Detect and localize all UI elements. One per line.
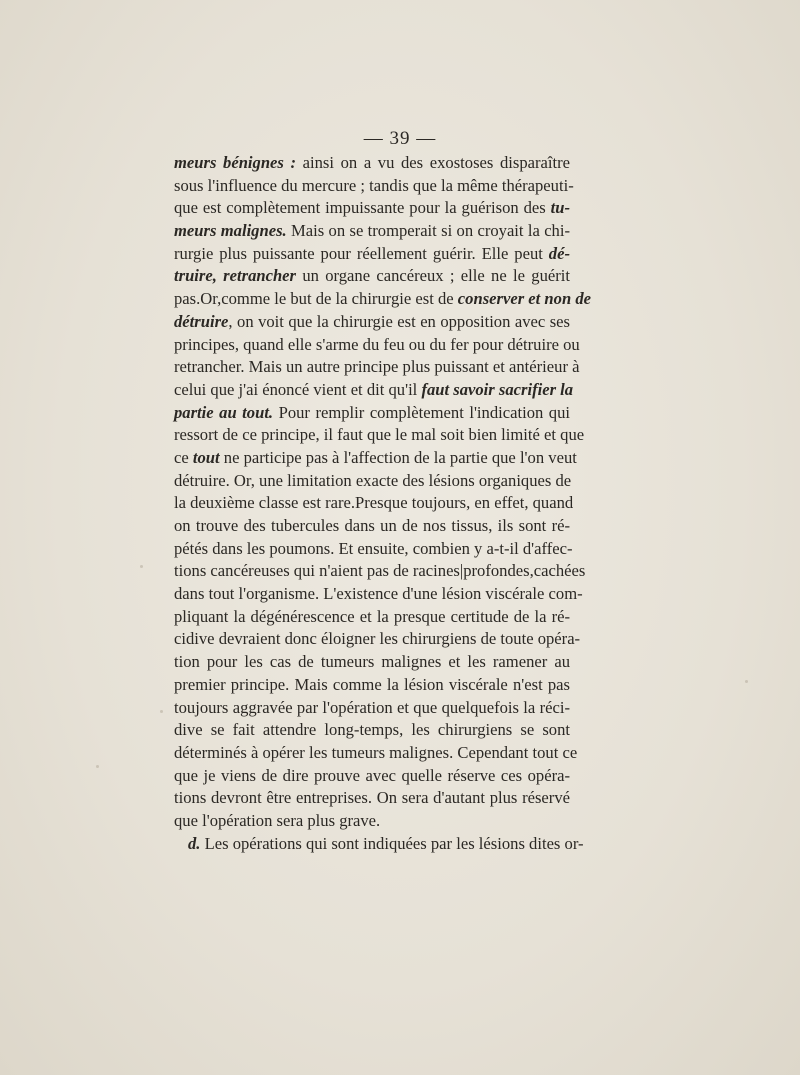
text-run: ce (174, 447, 193, 467)
text-line (174, 492, 574, 515)
text-run: un organe cancéreux ; elle ne le guérit (296, 266, 570, 286)
text-run: celui que j'ai énoncé vient et dit qu'il (174, 379, 422, 399)
text-run: premier principe. Mais comme la lésion viscérale n'est pas (174, 674, 570, 694)
text-line (174, 674, 570, 697)
text-line (174, 197, 570, 220)
text-run: la deuxième classe est rare.Presque toujours, en effet, quand (174, 493, 574, 513)
text-line (174, 606, 570, 629)
text-line (174, 379, 574, 402)
text-line (174, 288, 591, 311)
text-line (174, 334, 580, 357)
text-run: que je viens de dire prouve avec quelle réserve ces opéra- (174, 765, 570, 785)
text-run: toujours aggravée par l'opération et que quelquefois la réci- (174, 697, 570, 717)
italic-text: faut savoir sacrifier la (421, 379, 574, 399)
text-run: dive se fait attendre long-temps, les chirurgiens se sont (174, 720, 570, 740)
text-run: ne participe pas à l'affection de la partie que l'on veut (219, 447, 577, 467)
text-line (174, 833, 584, 856)
body-text (174, 152, 591, 855)
text-line (174, 697, 570, 720)
text-line (174, 560, 586, 583)
text-run: Les opérations qui sont indiquées par les lésions dites or- (200, 833, 584, 853)
text-line (174, 402, 570, 425)
text-run: pas.Or,comme le but de la chirurgie est de (174, 289, 458, 309)
text-line (174, 742, 578, 765)
italic-text: conserver et non de (457, 289, 591, 309)
text-run: dans tout l'organisme. L'existence d'une lésion viscérale com- (174, 584, 583, 604)
text-line (174, 651, 570, 674)
paper-speck (140, 565, 143, 568)
text-run: pliquant la dégénérescence et la presque certitude de la ré- (174, 606, 570, 626)
text-run: Mais on se tromperait si on croyait la chi- (286, 221, 570, 241)
text-line (174, 311, 570, 334)
text-run: ressort de ce principe, il faut que le mal soit bien limité et que (174, 425, 585, 445)
text-line (174, 220, 570, 243)
text-run: pétés dans les poumons. Et ensuite, combien y a-t-il d'affec- (174, 538, 573, 558)
text-run: que l'opération sera plus grave. (174, 810, 381, 830)
text-line (174, 810, 570, 833)
text-line (174, 175, 574, 198)
text-run: on trouve des tubercules dans un de nos tissus, ils sont ré- (174, 516, 570, 535)
italic-text: meurs bénignes : (174, 153, 297, 172)
text-line (174, 719, 570, 742)
text-run: , on voit que la chirurgie est en opposition avec ses (228, 311, 570, 331)
text-run: retrancher. Mais un autre principe plus puissant et antérieur à (174, 357, 580, 377)
text-line (174, 470, 570, 493)
page-number: — 39 — (363, 128, 437, 149)
italic-text: truire, retrancher (174, 266, 297, 286)
text-run: rurgie plus puissante pour réellement guérir. Elle peut (174, 243, 549, 263)
italic-text: d. (188, 833, 201, 853)
text-run: tions cancéreuses qui n'aient pas de racines|profondes,cachées (174, 561, 586, 581)
text-run: que est complètement impuissante pour la guérison des (174, 198, 551, 218)
text-run: Pour remplir complètement l'indication qui (273, 402, 571, 422)
text-line (174, 538, 573, 561)
text-line (174, 628, 581, 651)
paper-speck (160, 710, 163, 713)
text-line (174, 356, 580, 379)
text-line (174, 243, 570, 266)
paper-speck (96, 765, 99, 768)
text-run: sous l'influence du mercure ; tandis que la même thérapeuti- (174, 175, 574, 195)
text-line (174, 765, 570, 788)
text-run: cidive devraient donc éloigner les chirurgiens de toute opéra- (174, 629, 581, 649)
text-line (174, 265, 570, 288)
italic-text: tout (192, 447, 220, 467)
italic-text: meurs malignes. (174, 221, 287, 241)
italic-text: partie au tout. (174, 402, 274, 422)
paper-speck (745, 680, 748, 683)
text-line (174, 447, 577, 470)
text-run: tion pour les cas de tumeurs malignes et les ramener au (174, 652, 570, 672)
text-line (174, 787, 570, 810)
italic-text: dé- (548, 243, 570, 263)
italic-text: tu- (550, 198, 570, 218)
text-run: principes, quand elle s'arme du feu ou du fer pour détruire ou (174, 334, 580, 354)
text-run: déterminés à opérer les tumeurs malignes. Cependant tout ce (174, 742, 578, 762)
text-line (174, 152, 570, 175)
text-line (174, 583, 583, 606)
text-run: ainsi on a vu des exostoses disparaître (296, 153, 570, 172)
text-run: tions devront être entreprises. On sera d'autant plus réservé (174, 788, 570, 808)
text-run: détruire. Or, une limitation exacte des lésions organiques de (174, 470, 572, 490)
italic-text: détruire (174, 311, 229, 331)
text-line (174, 424, 585, 447)
text-line (174, 515, 570, 538)
